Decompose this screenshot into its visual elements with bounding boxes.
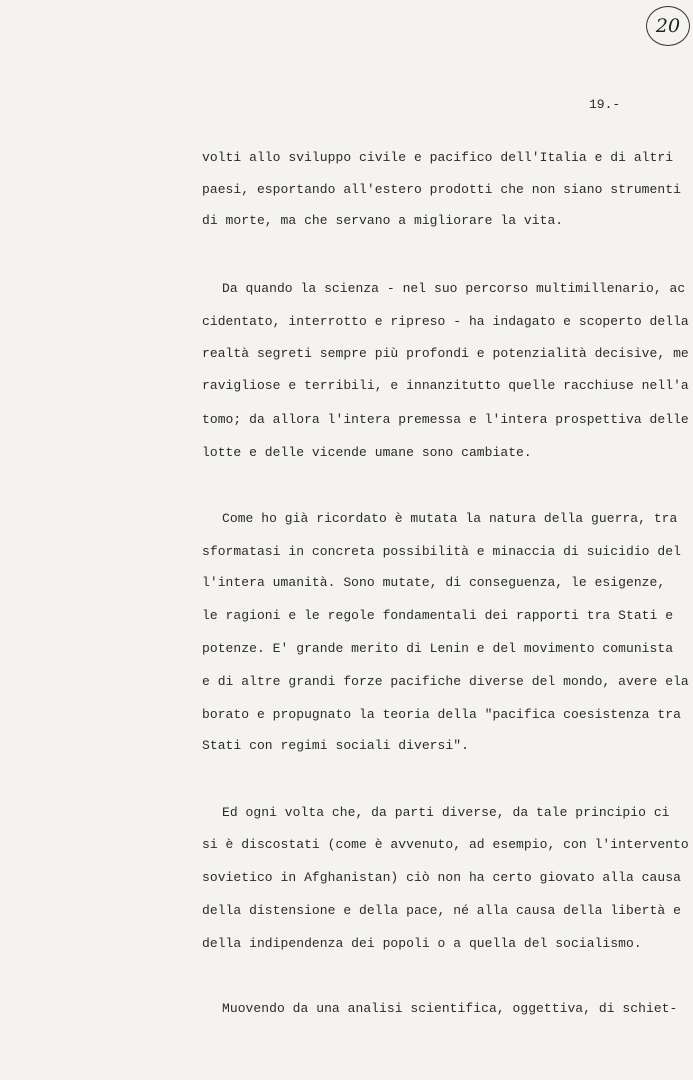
text-line: volti allo sviluppo civile e pacifico dell'Italia e di altri [202, 150, 674, 165]
handwritten-page-number: 20 [646, 6, 690, 46]
paragraph-start-line: Ed ogni volta che, da parti diverse, da tale principio ci [222, 805, 670, 820]
text-line: sformatasi in concreta possibilità e minaccia di suicidio del [202, 544, 681, 559]
text-line: tomo; da allora l'intera premessa e l'intera prospettiva delle [202, 412, 689, 427]
text-line: e di altre grandi forze pacifiche diverse del mondo, avere ela [202, 674, 689, 689]
text-line: l'intera umanità. Sono mutate, di conseguenza, le esigenze, [202, 575, 666, 590]
text-line: paesi, esportando all'estero prodotti che non siano strumenti [202, 182, 681, 197]
page-number: 19.- [589, 97, 621, 112]
text-line: di morte, ma che servano a migliorare la vita. [202, 213, 564, 228]
text-line: si è discostati (come è avvenuto, ad esempio, con l'intervento [202, 837, 689, 852]
paragraph-start-line: Muovendo da una analisi scientifica, oggettiva, di schiet- [222, 1001, 678, 1016]
text-line: della indipendenza dei popoli o a quella del socialismo. [202, 936, 642, 951]
paragraph-start-line: Come ho già ricordato è mutata la natura della guerra, tra [222, 511, 678, 526]
text-line: ravigliose e terribili, e innanzitutto quelle racchiuse nell'a [202, 378, 689, 393]
text-line: potenze. E' grande merito di Lenin e del movimento comunista [202, 641, 674, 656]
text-line: della distensione e della pace, né alla causa della libertà e [202, 903, 681, 918]
text-line: lotte e delle vicende umane sono cambiate. [202, 445, 532, 460]
paragraph-start-line: Da quando la scienza - nel suo percorso multimillenario, ac [222, 281, 686, 296]
text-line: sovietico in Afghanistan) ciò non ha certo giovato alla causa [202, 870, 681, 885]
text-line: Stati con regimi sociali diversi". [202, 738, 469, 753]
text-line: realtà segreti sempre più profondi e potenzialità decisive, me [202, 346, 689, 361]
text-line: cidentato, interrotto e ripreso - ha indagato e scoperto della [202, 314, 689, 329]
text-line: borato e propugnato la teoria della "pacifica coesistenza tra [202, 707, 681, 722]
text-line: le ragioni e le regole fondamentali dei rapporti tra Stati e [202, 608, 674, 623]
